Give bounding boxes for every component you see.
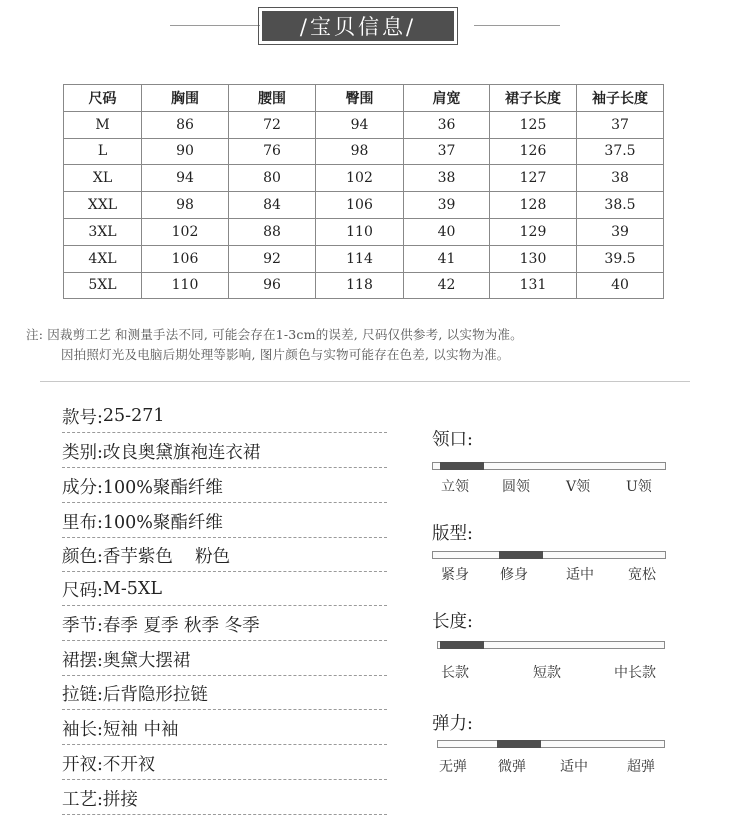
spec-label: 裙摆: [62,650,103,671]
measurement-cell: 98 [142,192,229,219]
size-table [63,84,664,299]
spec-value: 25-271 [102,406,165,426]
spec-row [62,400,387,433]
size-label-cell: 3XL [64,218,142,245]
table-row [64,165,664,192]
measurement-cell: 131 [490,272,577,299]
spec-row [62,539,387,572]
collar-option: 圆领 [502,479,530,495]
elasticity-option: 微弹 [498,759,526,775]
spec-value: 不开衩 [102,754,156,775]
spec-row [62,747,387,780]
measurement-cell: 42 [404,272,490,299]
spec-row [62,435,387,468]
fit-option: 适中 [566,567,594,583]
size-label-cell: M [64,111,142,138]
collar-option: V领 [566,479,591,495]
elasticity-scale-bar [437,740,665,748]
spec-row [62,677,387,710]
measurement-cell: 80 [229,165,316,192]
length-option: 长款 [441,665,469,681]
fit-selected-marker [499,551,543,559]
measurement-cell: 39.5 [577,245,664,272]
fit-scale-bar [432,551,666,559]
spec-label: 款号: [62,407,103,428]
collar-option: U领 [626,479,652,495]
fit-scale-title: 版型: [432,524,473,544]
table-header-cell: 袖子长度 [577,85,664,112]
section-title: /宝贝信息/ [262,11,454,41]
measurement-cell: 128 [490,192,577,219]
spec-value: 奥黛大摆裙 [102,650,191,671]
length-option: 中长款 [614,665,656,681]
elasticity-scale-title: 弹力: [432,714,473,734]
measurement-cell: 88 [229,218,316,245]
spec-label: 工艺: [62,789,103,810]
table-header-cell: 胸围 [142,85,229,112]
measurement-cell: 39 [404,192,490,219]
measurement-cell: 86 [142,111,229,138]
spec-label: 成分: [62,477,103,498]
section-divider [40,381,690,382]
size-label-cell: XL [64,165,142,192]
section-header [258,7,458,45]
measurement-cell: 130 [490,245,577,272]
measurement-cell: 39 [577,218,664,245]
spec-value: 100%聚酯纤维 [102,477,223,498]
collar-selected-marker [440,462,484,470]
measurement-cell: 98 [316,138,404,165]
measurement-cell: 94 [316,111,404,138]
fit-option: 宽松 [628,567,656,583]
elasticity-option: 无弹 [439,759,467,775]
measurement-note: 注: 因裁剪工艺 和测量手法不同, 可能会存在1-3cm的误差, 尺码仅供参考, 以实物为准。 [26,327,523,342]
measurement-cell: 96 [229,272,316,299]
table-row [64,272,664,299]
table-row [64,218,664,245]
spec-value: 100%聚酯纤维 [102,512,223,533]
spec-value: 后背隐形拉链 [102,684,208,705]
measurement-cell: 76 [229,138,316,165]
measurement-cell: 36 [404,111,490,138]
measurement-cell: 110 [142,272,229,299]
table-row [64,138,664,165]
length-scale-bar [437,641,665,649]
length-option: 短款 [533,665,561,681]
measurement-cell: 106 [142,245,229,272]
color-note: 因拍照灯光及电脑后期处理等影响, 图片颜色与实物可能存在色差, 以实物为准。 [61,347,510,362]
spec-value: 香芋紫色 粉色 [102,546,231,567]
header-rule-left [170,25,260,26]
table-row [64,192,664,219]
spec-row [62,505,387,538]
spec-label: 季节: [62,615,103,636]
measurement-cell: 102 [316,165,404,192]
length-selected-marker [440,641,484,649]
spec-label: 尺码: [62,580,103,601]
fit-option: 紧身 [441,567,469,583]
spec-label: 开衩: [62,754,103,775]
measurement-cell: 127 [490,165,577,192]
spec-row [62,573,387,606]
measurement-cell: 41 [404,245,490,272]
spec-value: M-5XL [102,579,162,599]
spec-label: 类别: [62,442,103,463]
collar-scale-bar [432,462,666,470]
measurement-cell: 106 [316,192,404,219]
size-label-cell: 5XL [64,272,142,299]
spec-row [62,643,387,676]
spec-label: 袖长: [62,719,103,740]
measurement-cell: 37.5 [577,138,664,165]
measurement-cell: 72 [229,111,316,138]
measurement-cell: 38 [577,165,664,192]
fit-option: 修身 [500,567,528,583]
spec-value: 春季 夏季 秋季 冬季 [102,615,260,636]
elasticity-option: 超弹 [627,759,655,775]
size-label-cell: XXL [64,192,142,219]
measurement-cell: 94 [142,165,229,192]
table-header-cell: 肩宽 [404,85,490,112]
collar-scale-title: 领口: [432,430,473,450]
measurement-cell: 129 [490,218,577,245]
spec-row [62,608,387,641]
measurement-cell: 40 [404,218,490,245]
measurement-cell: 84 [229,192,316,219]
measurement-cell: 37 [577,111,664,138]
table-row [64,245,664,272]
spec-row [62,470,387,503]
table-header-cell: 腰围 [229,85,316,112]
spec-value: 改良奥黛旗袍连衣裙 [102,442,261,463]
measurement-cell: 118 [316,272,404,299]
spec-value: 短袖 中袖 [102,719,179,740]
collar-option: 立领 [441,479,469,495]
table-header-row [64,85,664,112]
measurement-cell: 38 [404,165,490,192]
table-header-cell: 尺码 [64,85,142,112]
measurement-cell: 40 [577,272,664,299]
spec-row [62,782,387,815]
spec-label: 里布: [62,512,103,533]
table-header-cell: 臀围 [316,85,404,112]
size-label-cell: 4XL [64,245,142,272]
measurement-cell: 38.5 [577,192,664,219]
elasticity-option: 适中 [560,759,588,775]
measurement-cell: 90 [142,138,229,165]
elasticity-selected-marker [497,740,541,748]
spec-value: 拼接 [102,789,138,810]
spec-label: 拉链: [62,684,103,705]
measurement-cell: 92 [229,245,316,272]
measurement-cell: 102 [142,218,229,245]
measurement-cell: 110 [316,218,404,245]
header-rule-right [474,25,560,26]
measurement-cell: 126 [490,138,577,165]
measurement-cell: 37 [404,138,490,165]
spec-label: 颜色: [62,546,103,567]
spec-row [62,712,387,745]
size-label-cell: L [64,138,142,165]
table-header-cell: 裙子长度 [490,85,577,112]
table-row [64,111,664,138]
measurement-cell: 114 [316,245,404,272]
length-scale-title: 长度: [432,612,473,632]
measurement-cell: 125 [490,111,577,138]
